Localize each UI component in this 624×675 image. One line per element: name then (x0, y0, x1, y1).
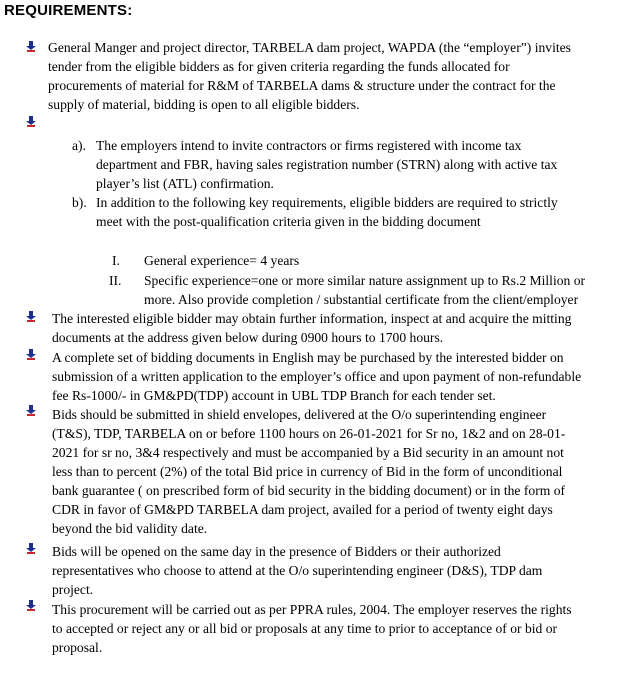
bullet-2-icon (24, 116, 38, 130)
bullet-7-line: This procurement will be carried out as per PPRA rules, 2004. The employer reserves the rights (52, 602, 572, 617)
sub-item-a-line: department and FBR, having sales registration number (STRN) along with active tax (96, 157, 558, 172)
bullet-4-line: submission of a written application to the employer’s office and upon payment of non-refundable (52, 369, 582, 384)
bullet-5-line: Bids should be submitted in shield envelopes, delivered at the O/o superintending engineer (52, 407, 547, 422)
bullet-3-line: The interested eligible bidder may obtain further information, inspect at and acquire the mitting (52, 311, 572, 326)
bullet-1-line: General Manger and project director, TARBELA dam project, WAPDA (the “employer”) invites (48, 40, 571, 55)
bullet-6-line: Bids will be opened on the same day in the presence of Bidders or their authorized (52, 544, 501, 559)
bullet-3-icon (24, 311, 38, 325)
bullet-6-line: project. (52, 582, 94, 597)
bullet-1-line: tender from the eligible bidders as for given criteria regarding the funds allocated for (48, 59, 510, 74)
bullet-5-line: (T&S), TDP, TARBELA on or before 1100 hours on 26-01-2021 for Sr no, 1&2 and on 28-01- (52, 426, 566, 441)
roman-item-2-marker: II. (109, 273, 122, 288)
sub-item-a-marker: a). (72, 138, 86, 153)
bullet-1-icon (24, 41, 38, 55)
bullet-4-icon (24, 349, 38, 363)
roman-item-1-marker: I. (112, 253, 120, 268)
bullet-5-line: CDR in favor of GM&PD TARBELA dam project, availed for a period of twenty eight days (52, 502, 553, 517)
sub-item-b-marker: b). (72, 195, 87, 210)
bullet-5-line: 2021 for sr no, 3&4 respectively and must be accompanied by a Bid security in an amount not (52, 445, 564, 460)
bullet-4-line: fee Rs-1000/- in GM&PD(TDP) account in UBL TDP Branch for each tender set. (52, 388, 496, 403)
roman-item-1-line: General experience= 4 years (144, 253, 300, 268)
roman-item-2-line: more. Also provide completion / substantial certificate from the client/employer (144, 292, 579, 307)
sub-item-b-line: In addition to the following key requirements, eligible bidders are required to strictly (96, 195, 558, 210)
bullet-7-line: proposal. (52, 640, 103, 655)
bullet-7-icon (24, 600, 38, 614)
bullet-4-line: A complete set of bidding documents in English may be purchased by the interested bidder on (52, 350, 564, 365)
bullet-5-line: bank guarantee ( on prescribed form of bid security in the bidding document) or in the form of (52, 483, 566, 498)
bullet-3-line: documents at the address given below during 0900 hours to 1700 hours. (52, 330, 444, 345)
roman-item-2-line: Specific experience=one or more similar nature assignment up to Rs.2 Million or (144, 273, 586, 288)
sub-item-a-line: The employers intend to invite contractors or firms registered with income tax (96, 138, 522, 153)
bullet-6-line: representatives who choose to attend at the O/o superintending engineer (D&S), TDP dam (52, 563, 543, 578)
bullet-1-line: procurements of material for R&M of TARBELA dams & structure under the contract for the (48, 78, 556, 93)
bullet-1-line: supply of material, bidding is open to all eligible bidders. (48, 97, 360, 112)
page-heading: REQUIREMENTS: (4, 2, 133, 19)
bullet-6-icon (24, 543, 38, 557)
bullet-5-line: less than to percent (2%) of the total Bid price in currency of Bid in the form of unconditional (52, 464, 563, 479)
bullet-7-line: to accepted or reject any or all bid or proposals at any time to prior to acceptance of or bid or (52, 621, 558, 636)
sub-item-a-line: player’s list (ATL) confirmation. (96, 176, 274, 191)
bullet-5-icon (24, 405, 38, 419)
sub-item-b-line: meet with the post-qualification criteria given in the bidding document (96, 214, 481, 229)
bullet-5-line: beyond the bid validity date. (52, 521, 208, 536)
